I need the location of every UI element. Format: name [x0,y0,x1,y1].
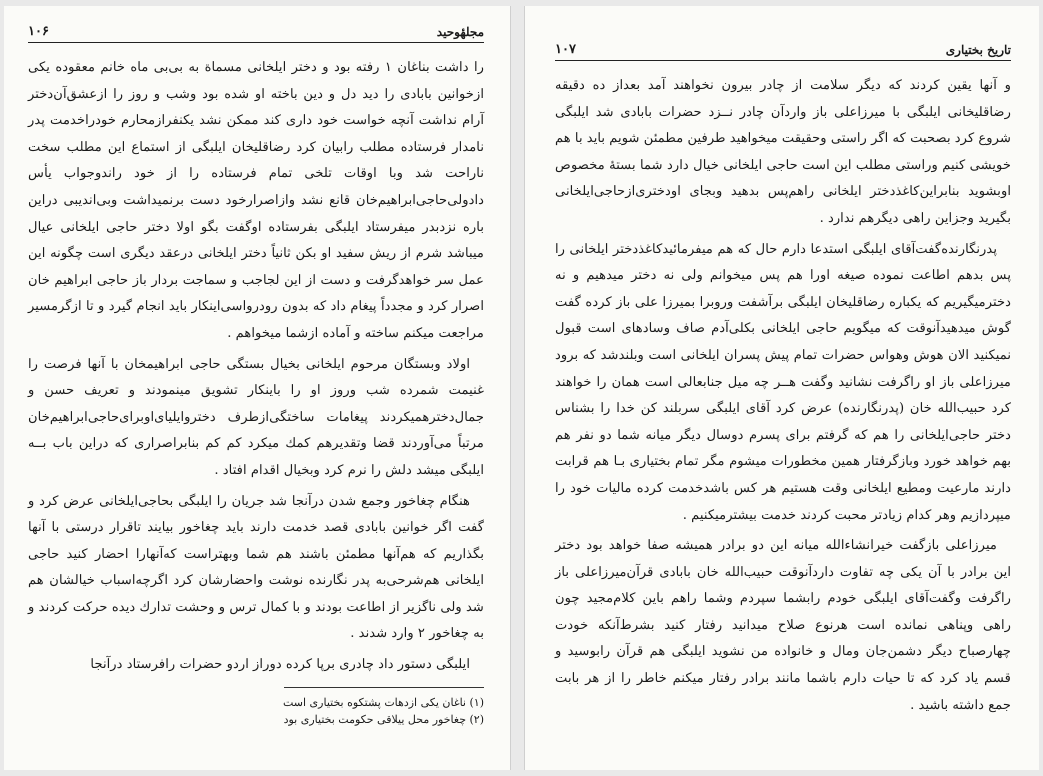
paragraph: و آنها یقین کردند که دیگر سلامت از چادر بیرون نخواهند آمد بعداز ده دقیقه رضاقلیخانی ایلبگی با میرزاعلی باز واردآن چادر نــزد حضرات بابادی شد ایلبگی شروع کرد بصحبت که اگر راستی وحقیقت میخواهید طرفین مطمئن شویم باید با هم خویشی کنیم وراستی مطلب این است حاجی ایلخانی خیال دارد شما بستهٔ مخصوص اوبشوید بنابراین‌کاغذدختر ایلخانی راهم‌پس بدهید وبجای اودختری‌ازحاجی‌ایلخانی بگیرید وجزاین راهی دیگرهم ندارد . [555,78,1011,226]
paragraph: پدرنگارنده‌گفت‌آقای ایلبگی استدعا دارم حال که هم میفرمائید‌کاغذدختر ایلخانی را پس بدهم اطاعت نموده صیغه اورا هم پس میخوانم ولی نه دختر میدهیم و نه دخترمیگیریم که یکباره رضاقلیخان ایلبگی برآشفت وروبرا بمیرزا علی باز کرده گفت گوش میدهیدآنوقت که میگویم حاجی ایلخانی بکلی‌آدم صاف وسادهای است قبول نمیکنید الان هوش وهواس حضرات تمام پیش پسران ایلخانی است وبلندشد که برود میرزاعلی باز او راگرفت نشانید وگفت هــر چه میل جنابعالی است همان را خواهند کرد حبیب‌الله خان (پدرنگارنده) عرض کرد آقای ایلبگی سربلند کن خدا را بشناس دختر حاجی‌ایلخانی را هم که گرفتم برای پسرم دوسال دیگر میانه شما دو نفر هم بهم خواهد خورد وبازگرفتار همین مخطورات میشوم مگر تمام بختیاری بـا هم قرابت دارند مارعیت ومطیع ایلخانی وقت هستیم هر کس باشدخدمت کرده مالیات خود را میپردازیم وهر کدام زیادتر محبت کردند خدمت بیشترمیکنیم . [555,241,1011,523]
right-page-header [555,42,1011,61]
paragraph: میرزاعلی بازگفت خیرانشاءالله میانه این دو برادر همیشه صفا خواهد بود دختر این برادر با آن یکی چه تفاوت داردآنوقت حبیب‌الله خان بابادی قرآن‌میرزا‌علی باز راگرفت وگفت‌آقای ایلبگی خودم رابشما سپردم وشما راهم باین کلام‌مجید چون راهی وپناهی نمانده است هرنوع صلاح میدانید رفتار کنید بشرط‌آنکه خودت چهارصباح دیگر دشمن‌جان ومال و خانواده من نشوید ایلبگی هم قرآن رابوسید و قسم یاد کرد که تا حیات دارم باشما مانند برادر رفتار میکنم خاطر را از هر بابت جمع داشته باشید . [555,538,1011,713]
footnote: (۲) چغاخور محل ییلاقی حکومت بختیاری بود [283,712,484,726]
right-page [524,6,1039,770]
footnote: (۱) ناغان یکی ازدهات پشتکوه بختیاری است [282,695,484,709]
right-page-body [555,73,1011,719]
paragraph: ایلبگی دستور داد چادری برپا کرده دوراز اردو حضرات رافرستاد درآنجا [90,657,470,673]
paragraph: هنگام چغاخور وجمع شدن درآنجا شد جریان را ایلبگی بحاجی‌ایلخانی عرض کرد و گفت اگر خوانین بابادی قصد خدمت دارند باید چغاخور بیایند تاقرار درستی با آنها بگذاریم که هم‌آنها مطمئن باشند هم شما وبهتراست که‌آنهارا احضار کنید حاجی ایلخانی هم‌شرحی‌به پدر نگارنده نوشت واحضارشان کرد اگرچه‌اسباب خیالشان هم شد ولی ناگزیر از اطاعت بودند و با کمال ترس و وحشت تدارك دیده حرکت کردند و به چغاخور ۲ وارد شدند . [28,493,484,642]
right-page-number: ۱۰۷ [555,42,576,57]
left-page [4,6,511,770]
right-page-running-title: تاریخ بختیاری [945,43,1011,57]
left-page-number: ۱۰۶ [28,24,49,39]
left-page-header [28,24,484,43]
paragraph: را داشت بناغان ۱ رفته بود و دختر ایلخانی مسماة به بی‌بی ماه خانم معقوده یکی ازخوانین بابادی را دید دل و دین باخته او شده بود وشب و روز را ازعشق‌آن‌دختر آرام نداشت آنچه خواست خود داری کند ممکن نشد یکنفرازمحارم خودراخدمت پدر نامدار فرستاده مطلب رابیان کرد رضاقلیخان ایلبگی از استماع این مطلب سخت ناراحت شد وبا اوقات تلخی تمام فرستاده را از خود راندوجواب یأس داد‌ولی‌حاجی‌ابراهیم‌خان قانع نشد وازاصرارخود دست برنمیداشت وبی‌اندیبی دراین باره نزدبدر میفرستاد ایلبگی بفرستاده اوگفت بگو اولا دختر حاجی ایلخانی عیال میباشد شرم از ریش سفید او بکن ثانیاً دختر ایلخانی درعقد دیگری است چگونه این عمل سر خواهدگرفت و دست از این لجاجب و سماجت بردار باز حاجی ابراهیم خان اصرار کرد و مجدداً پیغام داد که بدون رودرواسی‌اینکار باید انجام گیرد و تا ازگرمسیر مراجعت میکنم ساخته و آماده ازشما میخواهم . [28,60,484,341]
left-page-running-title: مجلهٔوحید [436,25,484,39]
paragraph: اولاد وبستگان مرحوم ایلخانی بخیال بستگی حاجی ابراهیمخان با آنها فرصت را غنیمت شمرده شب وروز او را باینکار تشویق مینمودند و تعریف حسن و جمال‌دخترهمیکردند پیغامات ساختگی‌ازطرف دختروایلیای‌اوبرای‌حاجی‌ابراهیم‌خان مرتباً می‌آوردند قضا وتقدیرهم کمك میکرد کم کم بنابراصراری که دراین باب بــه ایلبگی میشد دلش را نرم کرد وبخیال اقدام افتاد . [28,356,484,478]
footnotes [28,694,484,728]
left-page-body [28,55,484,679]
footnote-separator [284,687,484,688]
